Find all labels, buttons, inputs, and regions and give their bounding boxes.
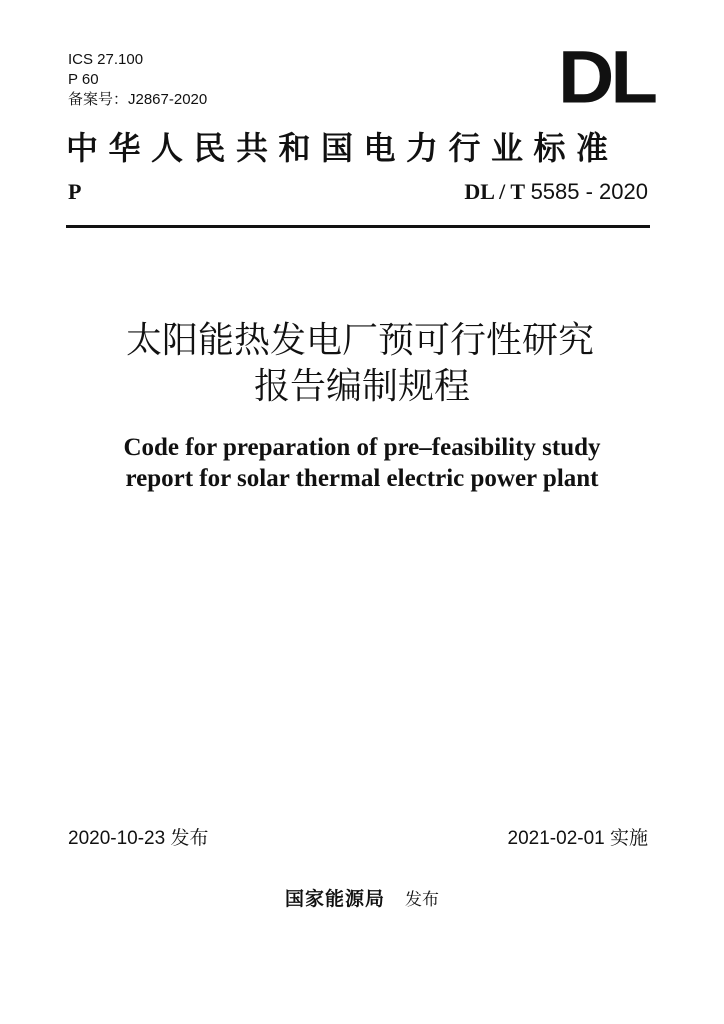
standard-code: DL / T xyxy=(464,179,526,204)
chinese-title-line-1: 太阳能热发电厂预可行性研究 xyxy=(125,320,594,361)
industry-standard-heading: 中华人民共和国电力行业标准 xyxy=(66,129,619,167)
ics-code: ICS 27.100 xyxy=(68,51,144,68)
dl-logo: DL xyxy=(558,35,654,119)
english-title xyxy=(0,432,724,494)
chinese-title-line-2: 报告编制规程 xyxy=(253,366,470,407)
filing-number: 备案号：J2867-2020 xyxy=(68,91,208,108)
ccs-code: P 60 xyxy=(68,71,99,88)
implementation-date: 2021-02-01 实施 xyxy=(507,828,648,849)
classification-block xyxy=(68,50,207,110)
chinese-title xyxy=(0,318,724,410)
issue-action: 发布 xyxy=(405,890,440,910)
standard-number xyxy=(464,178,648,206)
issuing-agency: 国家能源局 xyxy=(284,888,385,910)
header-divider xyxy=(66,225,650,228)
issuer-line xyxy=(0,886,724,913)
standard-number-value: 5585 - 2020 xyxy=(530,179,648,204)
category-letter: P xyxy=(68,179,82,204)
english-title-line-2: report for solar thermal electric power plant xyxy=(125,465,599,492)
english-title-line-1: Code for preparation of pre–feasibility study xyxy=(123,434,601,461)
issue-date: 2020-10-23 发布 xyxy=(68,828,209,849)
